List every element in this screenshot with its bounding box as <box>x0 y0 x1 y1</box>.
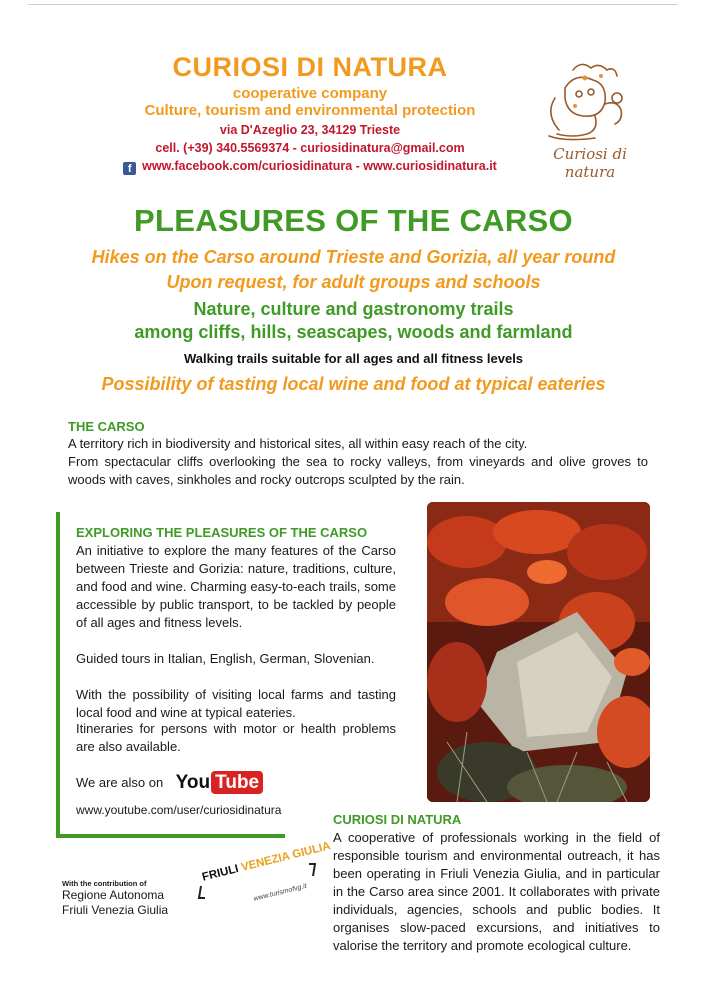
web-links-text[interactable]: www.facebook.com/curiosidinatura - www.curiosidinatura.it <box>142 159 497 173</box>
org-name: CURIOSI DI NATURA <box>172 52 448 82</box>
exploring-paragraph-4: Itineraries for persons with motor or health problems are also available. <box>76 721 396 754</box>
exploring-heading: EXPLORING THE PLEASURES OF THE CARSO <box>76 525 368 540</box>
carso-paragraph-1: A territory rich in biodiversity and historical sites, all within easy reach of the city. <box>68 436 528 451</box>
carso-heading: THE CARSO <box>68 419 145 434</box>
tagline-walking: Walking trails suitable for all ages and all fitness levels <box>183 351 524 366</box>
web-links <box>0 159 620 175</box>
facebook-icon: f <box>123 162 136 175</box>
youtube-url[interactable]: www.youtube.com/user/curiosidinatura <box>76 803 282 817</box>
fvg-logo <box>195 840 332 918</box>
about-paragraph: A cooperative of professionals working in the field of responsible tourism and environmental outreach, it has been operating in Friuli Venezia Giulia, and in particular in the Carso area since 2001. It collaborates with private individuals, agencies, schools and public bodies. It organises slow-paced excursions, and initiatives to valorise the territory and promote ecological culture. <box>333 830 660 953</box>
contribution-region-1: Regione Autonoma <box>62 888 165 902</box>
contribution-region-2: Friuli Venezia Giulia <box>62 903 169 917</box>
autumn-leaves-photo <box>427 502 650 802</box>
contribution-label: With the contribution of <box>62 879 147 888</box>
tagline-landscapes: among cliffs, hills, seascapes, woods and farmland <box>134 322 573 342</box>
exploring-paragraph-3: With the possibility of visiting local farms and tasting local food and wine at typical eateries. <box>76 687 396 720</box>
org-contact: cell. (+39) 340.5569374 - curiosidinatura@gmail.com <box>155 141 465 155</box>
top-rule <box>28 4 678 5</box>
tagline-tasting: Possibility of tasting local wine and food at typical eateries <box>101 374 606 394</box>
logo-caption: Curiosi di natura <box>553 145 627 181</box>
fvg-wordmark: FRIULI VENEZIA GIULIA <box>201 840 332 884</box>
tagline-hikes: Hikes on the Carso around Trieste and Gorizia, all year round <box>91 247 616 267</box>
exploring-paragraph-2: Guided tours in Italian, English, German, Slovenian. <box>76 651 375 666</box>
org-subtitle-2: Culture, tourism and environmental protection <box>144 102 476 119</box>
fvg-url[interactable]: www.turismofvg.it <box>253 882 308 903</box>
youtube-logo-icon[interactable]: You Tube <box>176 772 263 794</box>
org-address: via D'Azeglio 23, 34129 Trieste <box>219 123 401 137</box>
org-subtitle-1: cooperative company <box>232 85 388 102</box>
tagline-request: Upon request, for adult groups and schools <box>166 272 541 292</box>
exploring-paragraph-1: An initiative to explore the many features of the Carso between Trieste and Gorizia: nature, traditions, culture, and food and wine. Charming easy-to-each trails, some accessible by public transport, to be tackled by people of all ages and fitness levels. <box>76 543 396 630</box>
youtube-label: We are also on <box>76 775 164 791</box>
page-title: PLEASURES OF THE CARSO <box>134 203 573 238</box>
about-heading: CURIOSI DI NATURA <box>333 812 462 827</box>
carso-paragraph-2: From spectacular cliffs overlooking the sea to rocky valleys, from vineyards and olive groves to woods with caves, sinkholes and rocky outcrops sculpted by the rain. <box>68 454 648 487</box>
youtube-row <box>76 772 263 794</box>
tagline-trails: Nature, culture and gastronomy trails <box>193 299 514 319</box>
